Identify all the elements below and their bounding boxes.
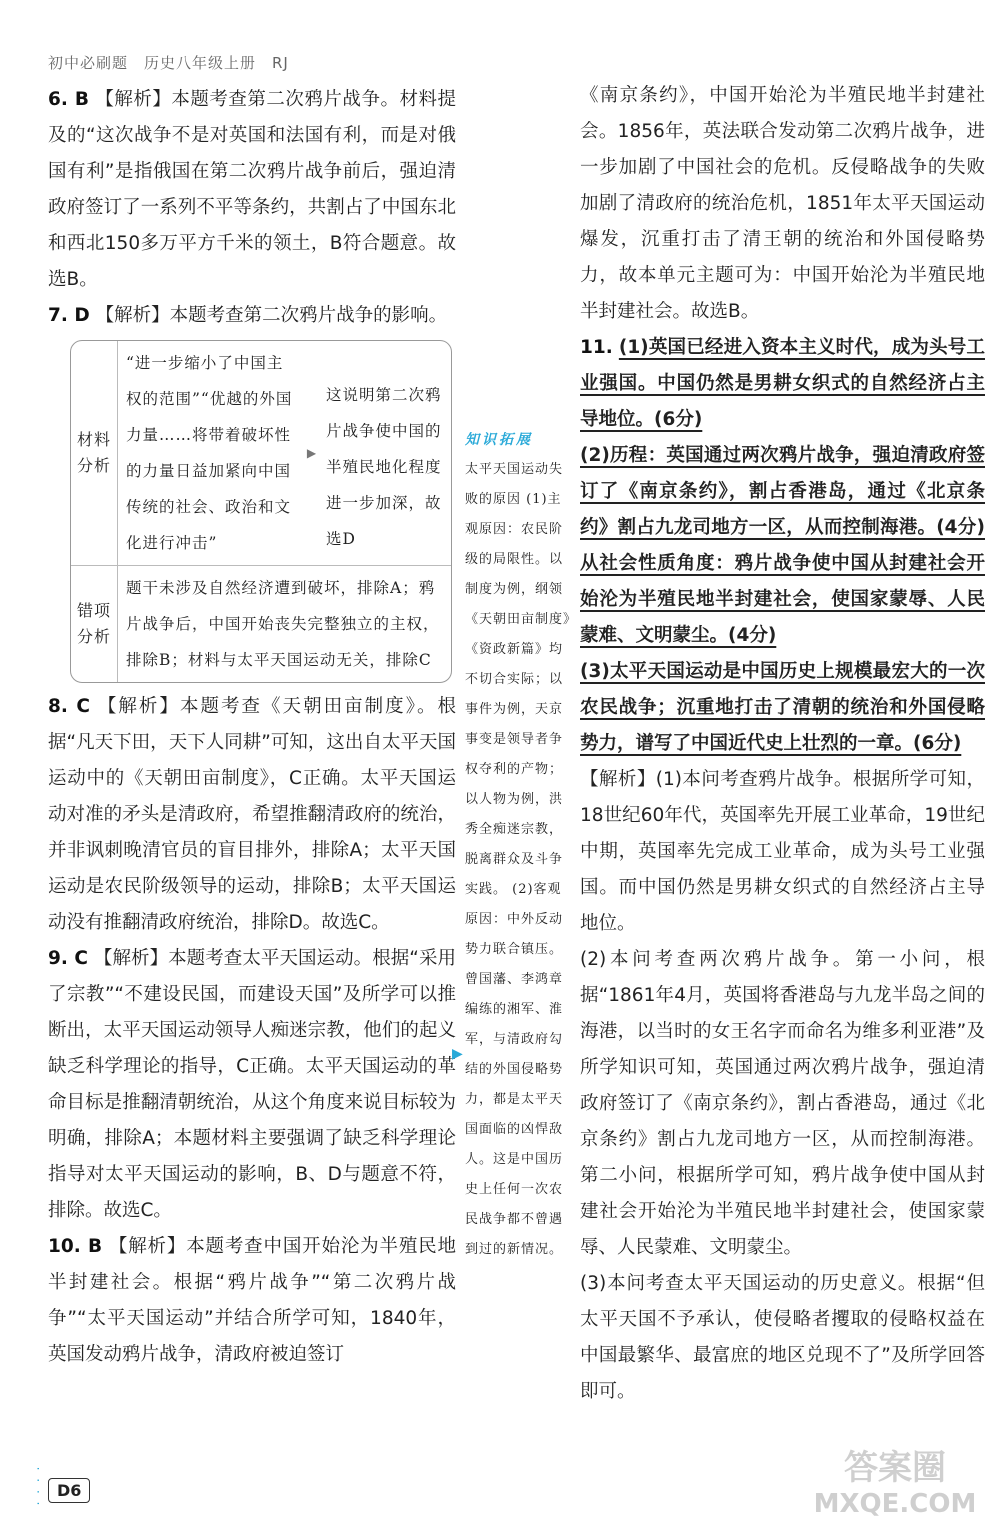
sidebar-pointer-icon: ▶ [452,1046,463,1062]
page-number: D6 [48,1478,90,1503]
analysis-row-errors [71,566,451,682]
watermark-line: 答案圈 [844,1448,946,1488]
question-number: 8. C [48,696,90,717]
analysis-table [70,340,452,683]
question-number: 10. B [48,1236,103,1257]
question-explanation: 【解析】本题考查太平天国运动。根据“采用了宗教”“不建设民国，而建设天国”及所学可以推断出，太平天国运动领导人痴迷宗教，他们的起义缺乏科学理论的指导，C正确。太平天国运动的革命目标是推翻清朝统治，从这个角度来说目标较为明确，排除A；本题材料主要强调了缺乏科学理论指导对太平天国运动的影响，B、D与题意不符，排除。故选C。 [48,948,456,1221]
question-10-continued: 《南京条约》，中国开始沦为半殖民地半封建社会。1856年，英法联合发动第二次鸦片战争，进一步加剧了中国社会的危机。反侵略战争的失败加剧了清政府的统治危机，1851年太平天国运动爆发，沉重打击了清王朝的统治和外国侵略势力，故本单元主题可为：中国开始沦为半殖民地半封建社会。故选B。 [580,85,985,322]
watermark-logo [800,1450,990,1530]
question-number: 9. C [48,948,88,969]
row-label: 材料分析 [71,341,118,565]
question-7 [48,298,456,334]
footer-dots-icon: · · · · [31,1464,46,1506]
question-number: 6. B [48,89,89,110]
question-explanation: 【解析】本题考查第二次鸦片战争。材料提及的“这次战争不是对英国和法国有利，而是对俄国有利”是指俄国在第二次鸦片战争前后，强迫清政府签订了一系列不平等条约，共割占了中国东北和西北150多万平方千米的领土，B符合题意。故选B。 [48,89,456,290]
page-header: 初中必刷题 历史八年级上册 RJ [48,54,289,72]
question-9 [48,941,456,1229]
watermark-url: MXQE.COM [813,1489,977,1519]
explanation-part-1: 【解析】(1)本问考查鸦片战争。根据所学可知，18世纪60年代，英国率先开展工业革命，19世纪中期，英国率先完成工业革命，成为头号工业强国。而中国仍然是男耕女织式的自然经济占主导地位。 [580,769,985,934]
question-11 [580,330,985,438]
question-number: 11. [580,337,613,358]
right-column [580,78,985,1410]
answer-part-1: (1)英国已经进入资本主义时代，成为头号工业强国。中国仍然是男耕女织式的自然经济占主导地位。(6分) [580,337,985,430]
sidebar-text: 太平天国运动失败的原因 (1)主观原因：农民阶级的局限性。以制度为例，纲领《天朝田亩制度》《资政新篇》均不切合实际；以事件为例，天京事变是领导者争权夺利的产物；以人物为例，洪秀全痴迷宗教，脱离群众及斗争实践。 (2)客观原因：中外反动势力联合镇压。曾国藩、李鸿章编练的湘军、淮军，与清政府勾结的外国侵略势力，都是太平天国面临的凶悍敌人。这是中国历史上任何一次农民战争都不曾遇到过的新情况。 [465,462,571,1257]
explanation-part-3: (3)本问考查太平天国运动的历史意义。根据“但太平天国不予承认，使侵略者攫取的侵略权益在中国最繁华、最富庶的地区兑现不了”及所学回答即可。 [580,1273,985,1402]
analysis-row-material [71,341,451,566]
error-analysis-cell: 题干未涉及自然经济遭到破坏，排除A；鸦片战争后，中国开始丧失完整独立的主权，排除B；材料与太平天国运动无关，排除C [126,579,440,669]
sidebar-title: 知识拓展 [465,432,533,448]
explanation-part-2: (2)本问考查两次鸦片战争。第一小问，根据“1861年4月，英国将香港岛与九龙半岛之间的海港，以当时的女王名字而命名为维多利亚港”及所学知识可知，英国通过两次鸦片战争，强迫清政府签订了《南京条约》，割占香港岛，通过《北京条约》割占九龙司地方一区，从而控制海港。第二小问，根据所学可知，鸦片战争使中国从封建社会开始沦为半殖民地半封建社会，使国家蒙辱、人民蒙难、文明蒙尘。 [580,949,985,1258]
left-column [48,82,456,1373]
arrow-right-icon: ▶ [306,446,318,460]
question-6 [48,82,456,298]
knowledge-sidebar [465,425,573,1265]
question-8 [48,689,456,941]
row-label: 错项分析 [71,566,118,682]
material-cell: “进一步缩小了中国主权的范围”“优越的外国力量……将带着破坏性的力量日益加紧向中国传统的社会、政治和文化进行冲击” [126,354,293,552]
answer-part-2: (2)历程：英国通过两次鸦片战争，强迫清政府签订了《南京条约》，割占香港岛，通过《北京条约》割占九龙司地方一区，从而控制海港。(4分)从社会性质角度：鸦片战争使中国从封建社会开始沦为半殖民地半封建社会，使国家蒙辱、人民蒙难、文明蒙尘。(4分) [580,445,985,646]
question-number: 7. D [48,305,90,326]
answer-part-3: (3)太平天国运动是中国历史上规模最宏大的一次农民战争；沉重地打击了清朝的统治和外国侵略势力，谱写了中国近代史上壮烈的一章。(6分) [580,661,985,754]
conclusion-cell: 这说明第二次鸦片战争使中国的半殖民地化程度进一步加深，故选D [326,386,442,548]
question-explanation: 【解析】本题考查中国开始沦为半殖民地半封建社会。根据“鸦片战争”“第二次鸦片战争”“太平天国运动”并结合所学可知，1840年，英国发动鸦片战争，清政府被迫签订 [48,1236,456,1365]
question-explanation: 【解析】本题考查《天朝田亩制度》。根据“凡天下田，天下人同耕”可知，这出自太平天国运动中的《天朝田亩制度》，C正确。太平天国运动对准的矛头是清政府，希望推翻清政府的统治，并非讽刺晚清官员的盲目排外，排除A；太平天国运动是农民阶级领导的运动，排除B；太平天国运动没有推翻清政府统治，排除D。故选C。 [48,696,456,933]
question-explanation: 【解析】本题考查第二次鸦片战争的影响。 [95,305,448,326]
question-10 [48,1229,456,1373]
